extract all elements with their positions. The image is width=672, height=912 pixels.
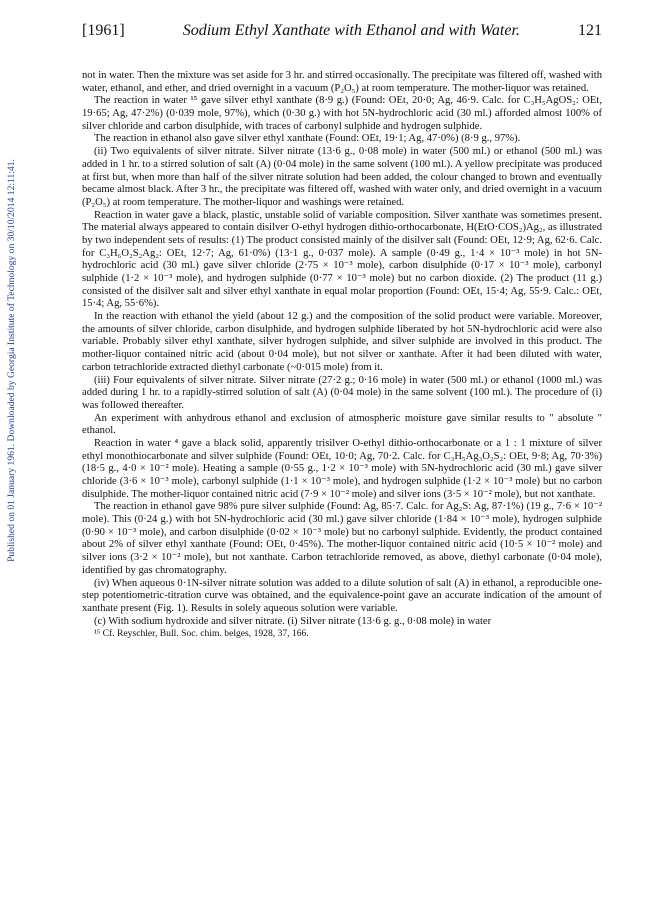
header-title: Sodium Ethyl Xanthate with Ethanol and with Water. bbox=[182, 22, 520, 39]
page-number: 121 bbox=[578, 22, 602, 39]
body-text bbox=[82, 70, 602, 640]
paragraph-6: In the reaction with ethanol the yield (about 12 g.) and the composition of the solid product were variable. Moreover, the amounts of silver chloride, carbon disulphide, and hydrogen sulphide liberated by hot 5N-hydrochloric acid were also variable. Probably silver ethyl xanthate, silver hydrogen sulphide, and silver sulphide are involved in this product. The mother-liquor contained nitric acid (about 0·04 mole), but not silver or xanthate. After it had been diluted with water, carbon tetrachloride extracted diethyl carbonate (~0·015 mole) from it. bbox=[82, 311, 602, 373]
paragraph-1: not in water. Then the mixture was set aside for 3 hr. and stirred occasionally. The precipitate was filtered off, washed with water, ethanol, and ether, and dried overnight in a vacuum (P₂O₅) at room temperature. The mother-liquor was retained. bbox=[82, 70, 602, 94]
download-watermark bbox=[2, 80, 20, 640]
paragraph-3: The reaction in ethanol also gave silver ethyl xanthate (Found: OEt, 19·1; Ag, 47·0%) (8·9 g., 97%). bbox=[94, 133, 521, 145]
footnote: ¹⁵ Cf. Reyschler, Bull. Soc. chim. belges, 1928, 37, 166. bbox=[94, 628, 309, 640]
paragraph-8: An experiment with anhydrous ethanol and exclusion of atmospheric moisture gave similar results to " absolute " ethanol. bbox=[82, 412, 602, 437]
paragraph-5: Reaction in water gave a black, plastic, unstable solid of variable composition. Silver xanthate was sometimes present. The material always appeared to contain disilver O-ethyl hydrogen dithio-orthocarbonate, H(EtO·COS₂)Ag₂, as illustrated by two independent sets of results: (1) The product consisted mainly of the disilver salt (Found: OEt, 12·9; Ag, 62·6. Calc. for C₃H₆O₂S₂Ag₂: OEt, 12·7; Ag, 61·0%) (13·1 g., 0·037 mole). A sample (0·49 g., 1·4 × 10⁻³ mole) in hot 5N-hydrochloric acid (30 ml.) gave silver chloride (2·75 × 10⁻³ mole), carbon disulphide (0·17 × 10⁻³ mole), carbonyl sulphide (1·2 × 10⁻³ mole), and hydrogen sulphide (0·77 × 10⁻³ mole) but no carbon dioxide. (2) The product (11 g.) consisted of the disilver salt and silver ethyl xanthate in equal molar proportion (Found: OEt, 15·4; Ag, 55·9. Calc.: OEt, 15·4; Ag, 55·6%). bbox=[82, 209, 602, 310]
paragraph-12: (c) With sodium hydroxide and silver nitrate. (i) Silver nitrate (13·6 g. g., 0·08 mole) in water bbox=[94, 615, 492, 627]
paragraph-4: (ii) Two equivalents of silver nitrate. Silver nitrate (13·6 g., 0·08 mole) in water (500 ml.) or ethanol (500 ml.) was added in 1 hr. to a stirred solution of salt (A) (0·04 mole) in the same solvent (100 ml.). A yellow precipitate was produced at first but, when more than half of the silver nitrate solution had been added, the colour changed to brown and eventually became almost black. After 3 hr., the precipitate was filtered off, washed with water only, and dried overnight in a vacuum (P₂O₅) at room temperature. The mother-liquor and washings were retained. bbox=[82, 146, 602, 208]
paragraph-2: The reaction in water ¹⁵ gave silver ethyl xanthate (8·9 g.) (Found: OEt, 20·0; Ag, 46·9. Calc. for C₃H₅AgOS₂: OEt, 19·65; Ag, 47·2%) (0·039 mole, 97%), which (0·30 g.) with hot 5N-hydrochloric acid (30 ml.) afforded almost 100% of silver chloride and carbon disulphide, with traces of carbonyl sulphide and hydrogen sulphide. bbox=[82, 95, 602, 132]
paragraph-10: The reaction in ethanol gave 98% pure silver sulphide (Found: Ag, 85·7. Calc. for Ag₂S: Ag, 87·1%) (19 g., 7·6 × 10⁻² mole). This (0·24 g.) with hot 5N-hydrochloric acid (30 ml.) gave silver chloride (1·84 × 10⁻³ mole), hydrogen sulphide (0·90 × 10⁻³ mole), and carbon disulphide (0·02 × 10⁻³ mole) but no carbonyl sulphide. Evidently, the product contained about 2% of silver ethyl xanthate (Found: OEt, 0·45%). The mother-liquor contained nitric acid (10·5 × 10⁻² mole) and silver ions (3·2 × 10⁻² mole), but not xanthate. Carbon tetrachloride removed, as above, diethyl carbonate (0·04 mole), identified by gas chromatography. bbox=[82, 501, 602, 576]
paragraph-11: (iv) When aqueous 0·1N-silver nitrate solution was added to a dilute solution of salt (A) in ethanol, a reproducible one-step potentiometric-titration curve was obtained, and the equivalence-point gave an accurate indication of the amount of xanthate present (Fig. 1). Results in solely aqueous solution were variable. bbox=[82, 577, 602, 614]
paragraph-7: (iii) Four equivalents of silver nitrate. Silver nitrate (27·2 g.; 0·16 mole) in water (500 ml.) or ethanol (1000 ml.) was added during 1 hr. to a rapidly-stirred solution of salt (A) (0·04 mole) in the same solvent (100 ml.). The procedure of (i) was followed thereafter. bbox=[82, 374, 602, 411]
download-watermark-text: Published on 01 January 1961. Downloaded by Georgia Institute of Technology on 30/10/2014 12:11:41. bbox=[5, 158, 17, 562]
running-header bbox=[82, 22, 602, 48]
paragraph-9: Reaction in water ⁴ gave a black solid, apparently trisilver O-ethyl dithio-orthocarbonate or a 1 : 1 mixture of silver ethyl monothiocarbonate and silver sulphide (Found: OEt, 10·0; Ag, 70·2. Calc. for C₃H₅Ag₃O₂S₂: OEt, 9·8; Ag, 70·3%) (18·5 g., 4·0 × 10⁻² mole). Heating a sample (0·55 g., 1·2 × 10⁻³ mole) with 5N-hydrochloric acid (30 ml.) gave silver chloride (3·6 × 10⁻³ mole), carbonyl sulphide (1·1 × 10⁻³ mole), and hydrogen sulphide (1·2 × 10⁻³ mole) but no carbon disulphide. The mother-liquor contained nitric acid (7·9 × 10⁻² mole) and silver ions (3·5 × 10⁻² mole), but not xanthate. bbox=[82, 437, 602, 500]
header-year: [1961] bbox=[82, 22, 125, 39]
